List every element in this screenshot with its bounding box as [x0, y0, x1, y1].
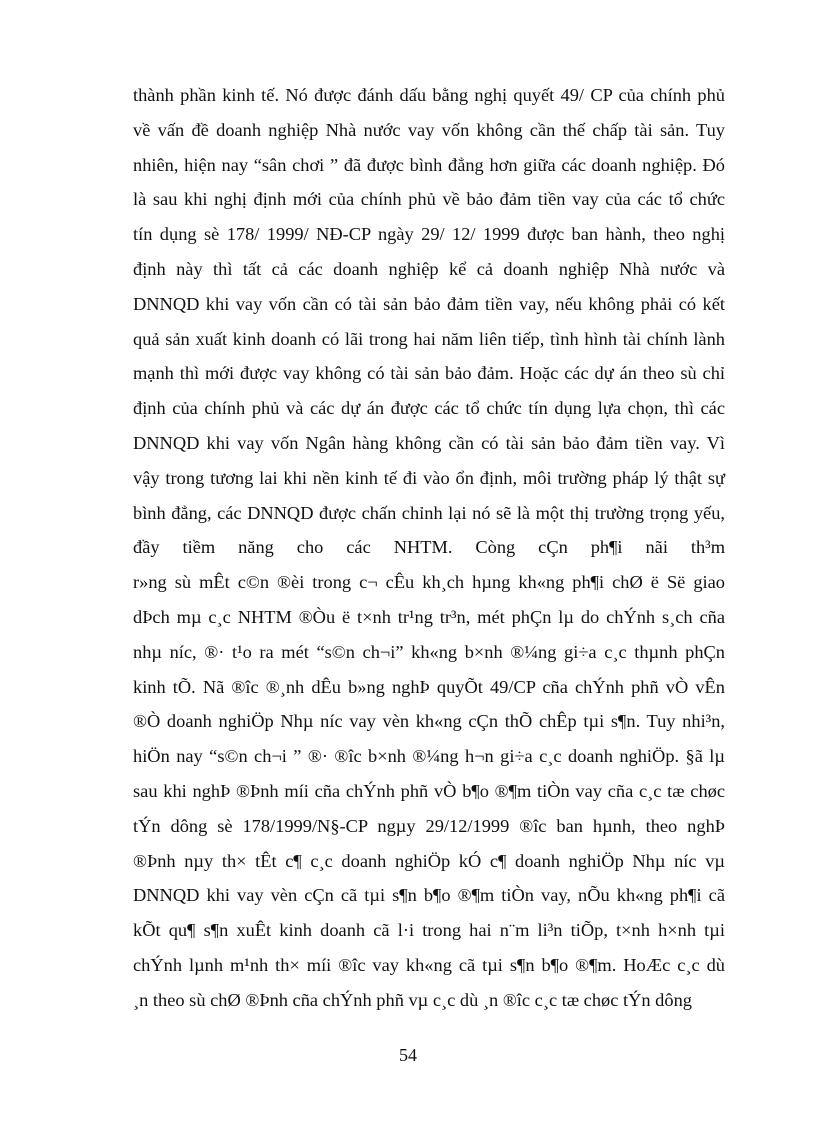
- text-line-17: nhµ níc, ®· t¹o ra mét “s©n ch¬i” kh«ng b×nh ®¼ng gi÷a c¸c thµnh phÇn: [133, 641, 725, 662]
- text-line-9: mạnh thì mới được vay không có tài sản bảo đảm. Hoặc các dự án theo sù chỉ: [133, 363, 725, 384]
- text-line-13: bình đẳng, các DNNQD được chấn chỉnh lại nó sẽ là một thị trường trọng yếu,: [133, 502, 725, 523]
- text-line-8: quả sản xuất kinh doanh có lãi trong hai năm liên tiếp, tình hình tài chính lành: [133, 328, 725, 349]
- text-line-10: định của chính phủ và các dự án được các tổ chức tín dụng lựa chọn, thì các: [133, 398, 725, 419]
- text-line-21: sau khi nghÞ ®Þnh míi cña chÝnh phñ vÒ b¶o ®¶m tiÒn vay cña c¸c tæ chøc: [133, 780, 725, 801]
- text-line-6: định này thì tất cả các doanh nghiệp kể cả doanh nghiệp Nhà nước và: [133, 258, 725, 279]
- text-line-15: r»ng sù mÊt c©n ®èi trong c¬ cÊu kh¸ch hµng kh«ng ph¶i chØ ë Së giao: [133, 572, 725, 593]
- text-line-2: về vấn đề doanh nghiệp Nhà nước vay vốn không cần thế chấp tài sản. Tuy: [133, 119, 725, 140]
- body-text: [133, 78, 725, 1018]
- page-number: 54: [399, 1045, 417, 1065]
- text-line-25: kÕt qu¶ s¶n xuÊt kinh doanh cã l·i trong hai n¨m li³n tiÕp, t×nh h×nh tµi: [133, 920, 725, 941]
- text-line-1: thành phần kinh tế. Nó được đánh dấu bằng nghị quyết 49/ CP của chính phủ: [133, 85, 725, 105]
- text-line-24: DNNQD khi vay vèn cÇn cã tµi s¶n b¶o ®¶m tiÒn vay, nÕu kh«ng ph¶i cã: [133, 885, 725, 906]
- text-line-19: ®Ò doanh nghiÖp Nhµ níc vay vèn kh«ng cÇn thÕ chÊp tµi s¶n. Tuy nhi³n,: [133, 711, 725, 732]
- text-line-26: chÝnh lµnh m¹nh th× míi ®îc vay kh«ng cã tµi s¶n b¶o ®¶m. HoÆc c¸c dù: [133, 954, 725, 975]
- text-line-11: DNNQD khi vay vốn Ngân hàng không cần có tài sản bảo đảm tiền vay. Vì: [133, 432, 725, 453]
- text-line-14: đầy tiềm năng cho các NHTM. Còng cÇn ph¶i nãi th³m: [133, 537, 725, 558]
- text-line-7: DNNQD khi vay vốn cần có tài sản bảo đảm tiền vay, nếu không phải có kết: [133, 293, 725, 314]
- text-line-5: tín dụng sè 178/ 1999/ NĐ-CP ngày 29/ 12/ 1999 được ban hành, theo nghị: [133, 224, 725, 245]
- text-line-12: vậy trong tương lai khi nền kinh tế đi vào ổn định, môi trường pháp lý thật sự: [133, 467, 725, 488]
- text-line-22: tÝn dông sè 178/1999/N§-CP ngµy 29/12/1999 ®îc ban hµnh, theo nghÞ: [133, 815, 725, 836]
- text-line-16: dÞch mµ c¸c NHTM ®Òu ë t×nh tr¹ng tr³n, mét phÇn lµ do chÝnh s¸ch cña: [133, 606, 725, 627]
- text-line-3: nhiên, hiện nay “sân chơi ” đã được bình đẳng hơn giữa các doanh nghiệp. Đó: [133, 154, 725, 175]
- text-line-27: ¸n theo sù chØ ®Þnh cña chÝnh phñ vµ c¸c dù ¸n ®îc c¸c tæ chøc tÝn dông: [133, 989, 692, 1010]
- text-line-23: ®Þnh nµy th× tÊt c¶ c¸c doanh nghiÖp kÓ c¶ doanh nghiÖp Nhµ níc vµ: [133, 850, 725, 871]
- text-line-4: là sau khi nghị định mới của chính phủ về bảo đảm tiền vay của các tổ chức: [133, 189, 725, 210]
- text-line-20: hiÖn nay “s©n ch¬i ” ®· ®îc b×nh ®¼ng h¬n gi÷a c¸c doanh nghiÖp. §ã lµ: [133, 746, 725, 767]
- text-line-18: kinh tÕ. Nã ®îc ®¸nh dÊu b»ng nghÞ quyÕt 49/CP cña chÝnh phñ vÒ vÊn: [133, 676, 725, 697]
